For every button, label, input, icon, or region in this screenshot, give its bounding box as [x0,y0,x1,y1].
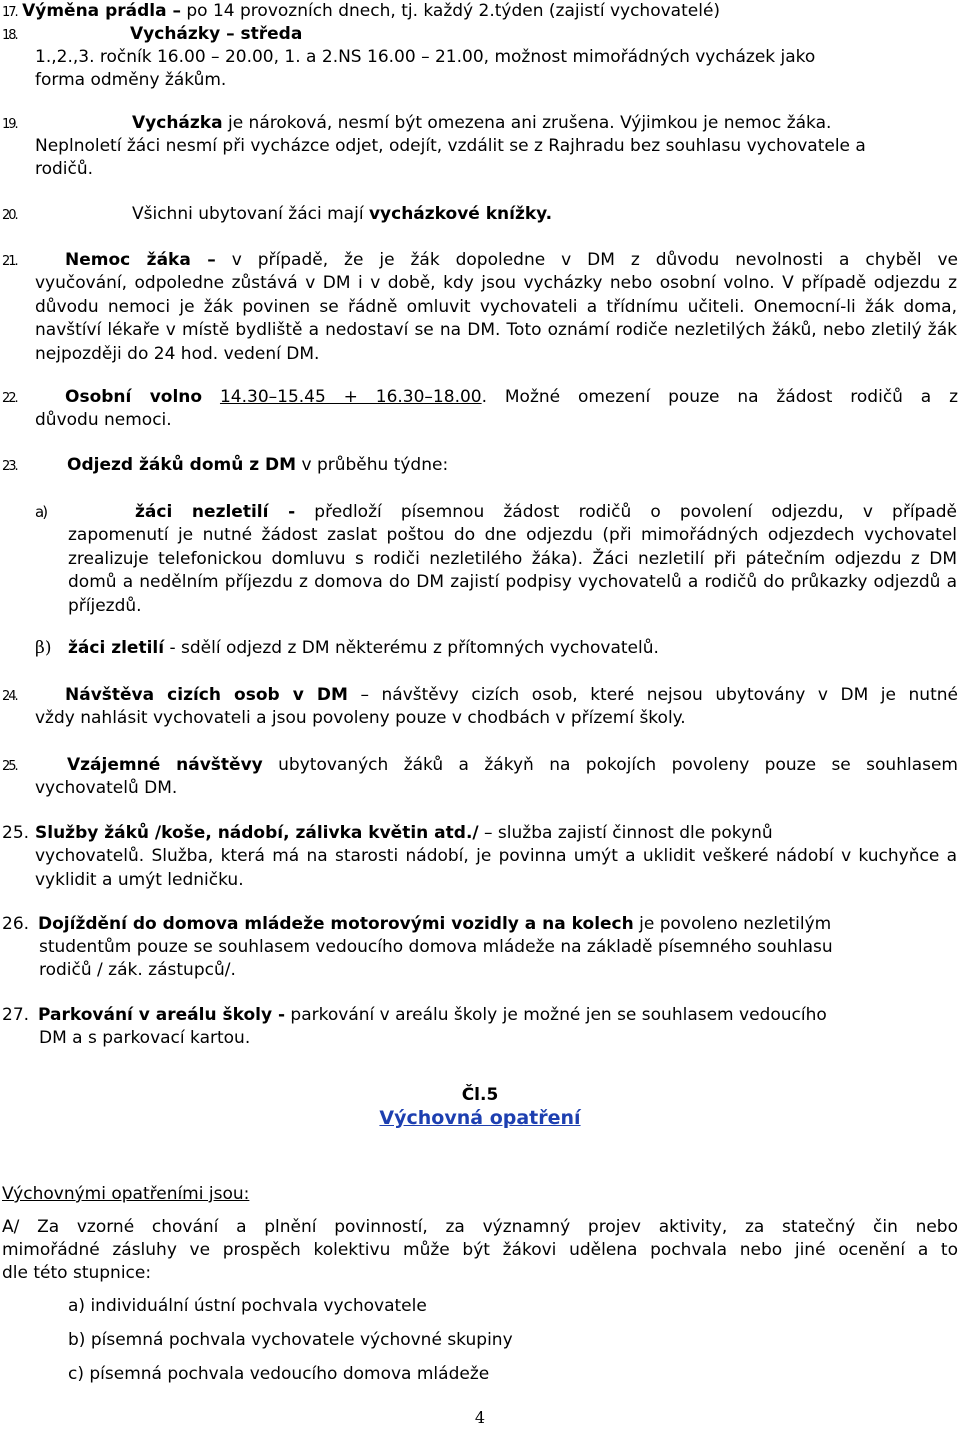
item-text: – služba zajistí činnost dle pokynů [478,823,773,843]
item-marker-glyph: 21. [2,254,17,269]
item-heading: Návštěva cizích osob v DM [65,685,348,705]
item-text: po 14 provozních dnech, tj. každý 2.týden (zajistí vychovatelé) [180,1,721,21]
rule-item-21-body: vyučování, odpoledne zůstává v DM i v době, kdy jsou vycházky nebo osobní volno. V případě odjezdu z důvodu nemoci je žák povinen se řádně omluvit vychovateli a třídnímu učiteli. Onemocní-li žák doma, navštíví lékaře v místě bydliště a nedostaví se na DM. Toto oznámí rodiče nezletilých žáků, nebo zletilý žák nejpozději do 24 hod. vedení DM. [35,273,957,364]
item-marker-glyph: 19. [2,117,17,132]
chapter-title-text: Výchovná opatření [379,1107,581,1129]
page-number: 4 [474,1408,486,1427]
sub-item-marker: β) [35,638,52,658]
item-heading: Vzájemné návštěvy [67,755,263,775]
item-marker-glyph: 22. [2,391,17,406]
rule-item-24-line2: vždy nahlásit vychovateli a jsou povoleny pouze v chodbách v přízemí školy. [35,708,686,728]
item-marker-glyph: 18. [2,28,17,43]
item-heading: Služby žáků /koše, nádobí, zálivka květin atd./ [35,823,479,843]
item-text: – návštěvy cizích osob, které nejsou ubytovány v DM je nutné [347,685,958,705]
item-marker-glyph: 25. [2,759,17,774]
measures-intro [2,1183,958,1207]
item-text: v případě, že je žák dopoledne v DM z důvodu nevolnosti a chyběl ve [215,250,959,270]
rule-item-25-line2: vychovatelů DM. [35,778,178,798]
rule-item-18-line2: 1.,2.,3. ročník 16.00 – 20.00, 1. a 2.NS 16.00 – 21.00, možnost mimořádných vycházek jako [35,47,816,67]
sub-item-text: - sdělí odjezd z DM některému z přítomných vychovatelů. [164,638,659,658]
item-number: 27. [2,1005,30,1025]
item-number: 25. [2,823,30,843]
chapter-number: Čl.5 [461,1085,499,1105]
item-text: . Možné omezení pouze na žádost rodičů a z [481,387,959,407]
rule-item-parkovani [2,1004,958,1028]
paragraph-a-line1: A/ Za vzorné chování a plnění povinností, za významný projev aktivity, za statečný čin nebo [2,1217,958,1237]
chapter-title [0,1107,960,1131]
item-heading: Nemoc žáka – [65,250,216,270]
item-marker-glyph: 23. [2,459,17,474]
rule-item-sluzby [2,822,958,846]
item-text: Všichni ubytovaní žáci mají [132,204,369,224]
sub-item-marker: a) [35,503,47,521]
paragraph-a-line2: mimořádné zásluhy ve prospěch kolektivu může být žákovi udělena pochvala nebo jiné ocenění a to [2,1240,958,1260]
item-text: je nároková, nesmí být omezena ani zrušena. Výjimkou je nemoc žáka. [222,113,832,133]
rule-item-23 [2,454,958,479]
item-times: 14.30–15.45 + 16.30–18.00 [219,387,482,407]
item-heading: Dojíždění do domova mládeže motorovými vozidly a na kolech [38,914,634,934]
rule-item-18 [2,23,958,48]
rule-item-19 [2,112,958,137]
rule-item-25 [2,754,958,779]
rule-item-dojizdeni-line2: studentům pouze se souhlasem vedoucího domova mládeže na základě písemného souhlasu [39,937,833,957]
item-text: je povoleno nezletilým [633,914,832,934]
rule-item-23-a [35,501,957,525]
sub-item-heading: žáci nezletilí - [135,502,296,522]
rule-item-24 [2,684,958,709]
item-marker-glyph: 24. [2,689,17,704]
rule-item-sluzby-body: vychovatelů. Služba, která má na starosti nádobí, je povinna umýt a uklidit veškeré nádobí v kuchyňce a vyklidit a umýt ledničku. [35,846,957,890]
item-heading: Výměna prádla – [22,1,181,21]
rule-item-22-line2: důvodu nemoci. [35,410,172,430]
item-marker-glyph: 17. [2,5,17,20]
paragraph-a-line3: dle této stupnice: [2,1263,152,1283]
sub-item-text: předloží písemnou žádost rodičů o povolení odjezdu, v případě [295,502,957,522]
item-heading: vycházkové knížky. [368,204,553,224]
item-heading: Vycházky – středa [130,24,303,44]
rule-item-23-b [35,637,957,661]
rule-item-dojizdeni-line3: rodičů / zák. zástupců/. [39,960,236,980]
rule-item-18-line3: forma odměny žákům. [35,70,227,90]
list-item: a) individuální ústní pochvala vychovatele [68,1296,427,1316]
item-number: 26. [2,914,30,934]
rule-item-22 [2,386,958,411]
rule-item-19-line3: rodičů. [35,159,94,179]
measures-intro-text: Výchovnými opatřeními jsou: [2,1184,250,1204]
rule-item-dojizdeni [2,913,958,937]
rule-item-20 [2,203,958,228]
item-text: ubytovaných žáků a žákyň na pokojích povoleny pouze se souhlasem [262,755,958,775]
item-heading: Odjezd žáků domů z DM [67,455,297,475]
item-marker-glyph: 20. [2,208,17,223]
sub-item-heading: žáci zletilí [68,638,165,658]
rule-item-19-line2: Neplnoletí žáci nesmí při vycházce odjet, odejít, vzdálit se z Rajhradu bez souhlasu vychovatele a [35,136,866,156]
item-heading: Vycházka [132,113,223,133]
item-text: parkování v areálu školy je možné jen se souhlasem vedoucího [285,1005,827,1025]
rule-item-17 [2,0,958,25]
item-heading: Osobní volno [65,387,203,407]
rule-item-21 [2,249,958,274]
item-text: v průběhu týdne: [296,455,449,475]
rule-item-23-a-body: zapomenutí je nutné žádost zaslat poštou do dne odjezdu (při mimořádných odjezdech vychovatel zrealizuje telefonickou domluvu s rodiči nezletilého žáka). Žáci nezletilí při pátečním odjezdu z DM domů a nedělním příjezdu z domova do DM zajistí podpisy vychovatelů a rodičů do průkazky odjezdů a příjezdů. [68,525,957,616]
rule-item-parkovani-line2: DM a s parkovací kartou. [39,1028,251,1048]
item-heading: Parkování v areálu školy - [38,1005,286,1025]
list-item: b) písemná pochvala vychovatele výchovné skupiny [68,1330,513,1350]
list-item: c) písemná pochvala vedoucího domova mládeže [68,1364,490,1384]
